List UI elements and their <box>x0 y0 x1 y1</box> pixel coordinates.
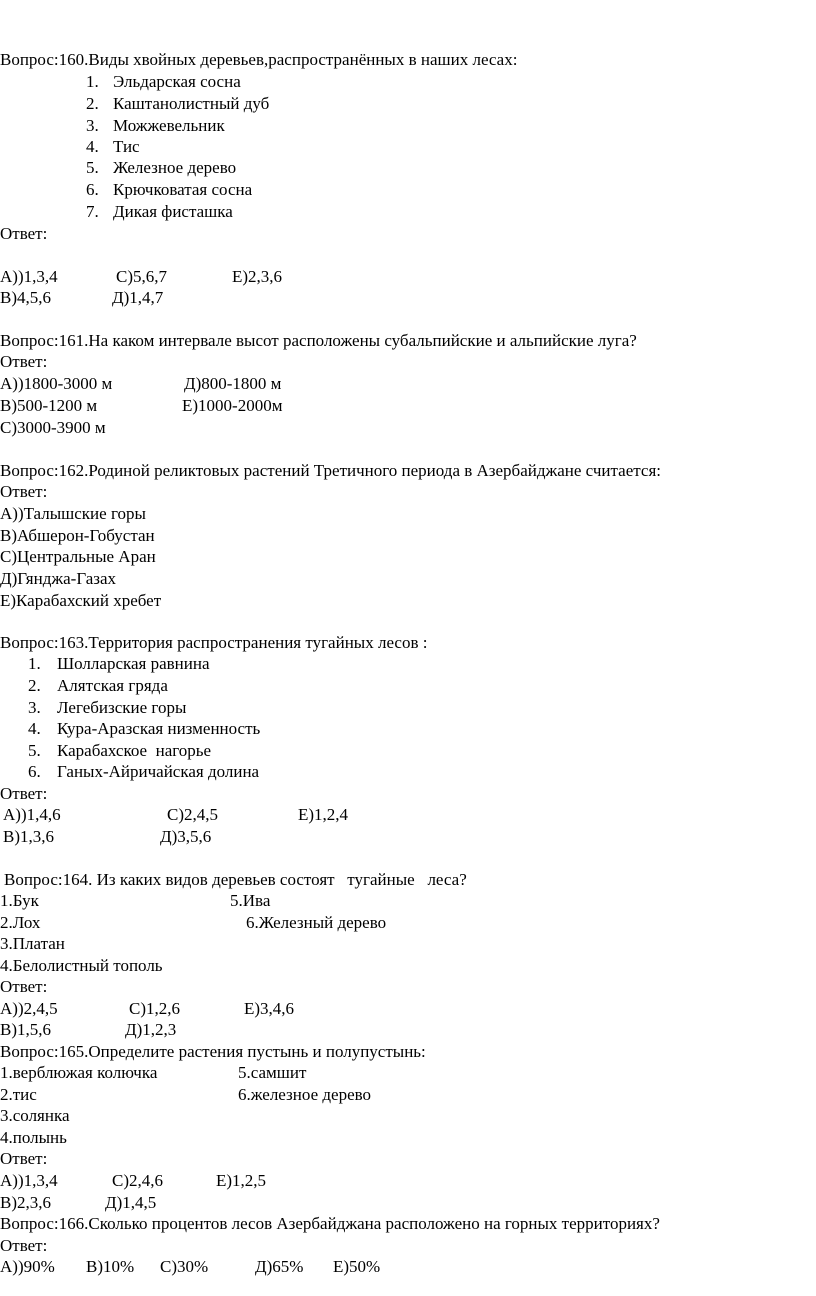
answer-option: A))1,4,6 <box>3 805 61 824</box>
list-item: 7. Дикая фисташка <box>86 202 233 221</box>
answer-option: Д)800-1800 м <box>184 374 282 393</box>
answer-label: Ответ: <box>0 1236 48 1255</box>
answer-option: E)2,3,6 <box>232 267 283 286</box>
list-item: 6. Ганых-Айричайская долина <box>28 762 260 781</box>
answer-option: A))Талышские горы <box>0 504 146 523</box>
answer-option: Д)3,5,6 <box>160 827 212 846</box>
answer-option: C)2,4,5 <box>167 805 218 824</box>
answer-label: Ответ: <box>0 977 48 996</box>
list-item: 6.Железный дерево <box>246 913 387 932</box>
answer-option: B)500-1200 м <box>0 396 98 415</box>
list-item: 3. Легебизские горы <box>28 698 187 717</box>
answer-option: E)1000-2000м <box>182 396 283 415</box>
list-item: 4.полынь <box>0 1128 67 1147</box>
question-165-title: Вопрос:165.Определите растения пустынь и полупустынь: <box>0 1042 426 1061</box>
answer-label: Ответ: <box>0 352 48 371</box>
answer-option: C)Центральные Аран <box>0 547 156 566</box>
list-item: 1.верблюжая колючка <box>0 1063 158 1082</box>
answer-option: C)3000-3900 м <box>0 418 106 437</box>
list-item: 6.железное дерево <box>238 1085 372 1104</box>
question-161-title: Вопрос:161.На каком интервале высот расположены субальпийские и альпийские луга? <box>0 331 637 350</box>
answer-label: Ответ: <box>0 224 48 243</box>
answer-option: Д)1,4,7 <box>112 288 164 307</box>
list-item: 2.Лох <box>0 913 41 932</box>
list-item: 2. Каштанолистный дуб <box>86 94 270 113</box>
answer-option: B)Абшерон-Гобустан <box>0 526 155 545</box>
answer-option: A))1,3,4 <box>0 1171 58 1190</box>
answer-label: Ответ: <box>0 784 48 803</box>
answer-option: A))90% <box>0 1257 55 1276</box>
answer-option: C)30% <box>160 1257 209 1276</box>
list-item: 2. Алятская гряда <box>28 676 168 695</box>
list-item: 5.самшит <box>238 1063 307 1082</box>
answer-option: C)5,6,7 <box>116 267 167 286</box>
answer-option: E)1,2,4 <box>298 805 349 824</box>
list-item: 5. Карабахское нагорье <box>28 741 212 760</box>
answer-option: Д)1,4,5 <box>105 1193 157 1212</box>
list-item: 3. Можжевельник <box>86 116 225 135</box>
answer-option: E)Карабахский хребет <box>0 591 162 610</box>
list-item: 4.Белолистный тополь <box>0 956 163 975</box>
answer-option: A))1800-3000 м <box>0 374 113 393</box>
list-item: 1. Шолларская равнина <box>28 654 210 673</box>
answer-option: Д)65% <box>255 1257 304 1276</box>
answer-option: E)3,4,6 <box>244 999 295 1018</box>
list-item: 1. Эльдарская сосна <box>86 72 241 91</box>
list-item: 1.Бук <box>0 891 39 910</box>
answer-option: A))2,4,5 <box>0 999 58 1018</box>
question-166-title: Вопрос:166.Сколько процентов лесов Азербайджана расположено на горных территориях? <box>0 1214 660 1233</box>
answer-option: C)2,4,6 <box>112 1171 163 1190</box>
list-item: 5. Железное дерево <box>86 158 237 177</box>
answer-option: Д)1,2,3 <box>125 1020 177 1039</box>
list-item: 4. Тис <box>86 137 140 156</box>
question-164-title: Вопрос:164. Из каких видов деревьев состоят тугайные леса? <box>4 870 467 889</box>
list-item: 2.тис <box>0 1085 37 1104</box>
list-item: 5.Ива <box>230 891 271 910</box>
list-item: 4. Кура-Аразская низменность <box>28 719 261 738</box>
answer-option: A))1,3,4 <box>0 267 58 286</box>
answer-option: Д)Гянджа-Газах <box>0 569 117 588</box>
question-163-title: Вопрос:163.Территория распространения тугайных лесов : <box>0 633 428 652</box>
answer-option: E)50% <box>333 1257 381 1276</box>
answer-option: B)1,5,6 <box>0 1020 51 1039</box>
question-162-title: Вопрос:162.Родиной реликтовых растений Третичного периода в Азербайджане считается: <box>0 461 661 480</box>
answer-label: Ответ: <box>0 482 48 501</box>
list-item: 3.солянка <box>0 1106 70 1125</box>
answer-option: B)10% <box>86 1257 135 1276</box>
answer-option: C)1,2,6 <box>129 999 180 1018</box>
answer-option: B)1,3,6 <box>3 827 54 846</box>
question-160-title: Вопрос:160.Виды хвойных деревьев,распространённых в наших лесах: <box>0 50 518 69</box>
answer-option: B)2,3,6 <box>0 1193 51 1212</box>
list-item: 6. Крючковатая сосна <box>86 180 253 199</box>
list-item: 3.Платан <box>0 934 65 953</box>
answer-option: E)1,2,5 <box>216 1171 267 1190</box>
answer-option: B)4,5,6 <box>0 288 51 307</box>
answer-label: Ответ: <box>0 1149 48 1168</box>
